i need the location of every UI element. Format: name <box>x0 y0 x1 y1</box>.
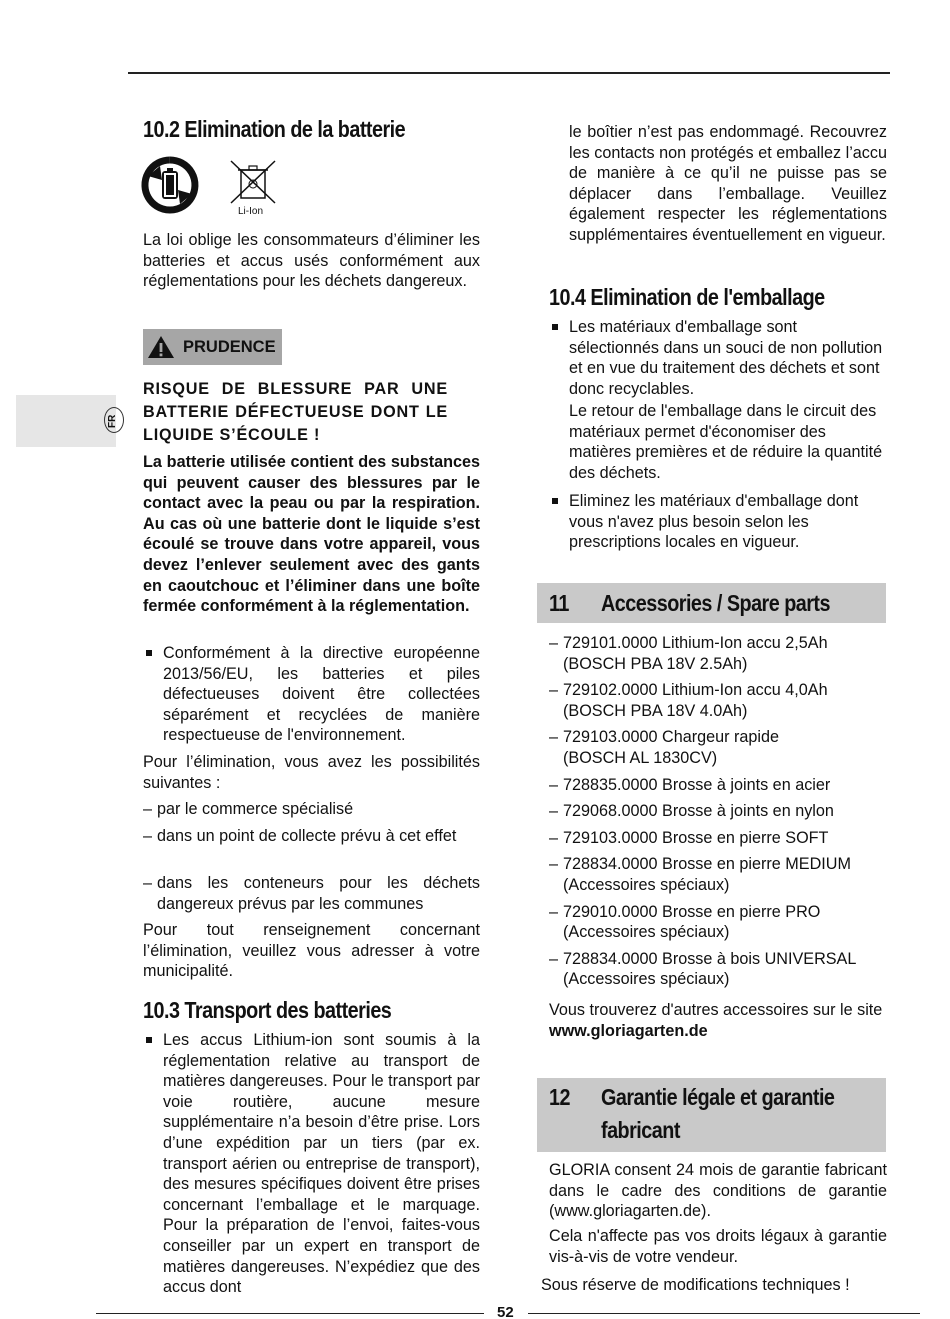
accessory-line1: 729103.0000 Brosse en pierre SOFT <box>563 828 829 847</box>
recycle-icon <box>140 156 200 214</box>
heading-10-4: 10.4 Elimination de l'emballage <box>549 284 825 310</box>
warning-body: La batterie utilisée contient des substances qui peuvent causer des blessures par le contact avec la peau ou par la respiration. Au cas où une batterie dont le liquide s’est écoulé se trouve dans votre appareil, vous devez l’enlever seulement avec des gants en caoutchouc et l’éliminer dans une boîte fermée conformément à la réglementation. <box>143 453 480 616</box>
packaging-bullet-2 <box>549 491 887 553</box>
crossed-bin-icon <box>228 158 278 210</box>
accessory-item: – 729102.0000 Lithium-Ion accu 4,0Ah (BOSCH PBA 18V 4.0Ah) <box>549 681 828 720</box>
bullet-square <box>146 1037 152 1043</box>
bullet-square <box>552 498 558 504</box>
transport-bullet <box>143 1030 480 1298</box>
option-1-text: par le commerce spécialisé <box>157 800 354 818</box>
top-rule <box>128 72 890 74</box>
accessory-item: – 729010.0000 Brosse en pierre PRO (Accessoires spéciaux) <box>549 902 821 942</box>
accessory-line1: 728834.0000 Brosse à bois UNIVERSAL <box>563 949 857 968</box>
intro-text: La loi oblige les consommateurs d’éliminer les batteries et accus usés conformément aux réglementations pour les déchets dangereux. <box>143 231 480 291</box>
accessory-line2: (Accessoires spéciaux) <box>563 875 730 894</box>
accessory-item: – 729103.0000 Brosse en pierre SOFT <box>549 828 829 847</box>
website-link[interactable]: www.gloriagarten.de <box>549 1021 708 1040</box>
caution-badge <box>143 329 282 365</box>
packaging-text-1b: Le retour de l'emballage dans le circuit des matériaux permet d'économiser des matières premières et de réduire la quantité des déchets. <box>569 402 883 482</box>
bullet-square <box>552 324 558 330</box>
accessory-item: – 729103.0000 Chargeur rapide (BOSCH AL 1830CV) <box>549 728 780 767</box>
caution-label: PRUDENCE <box>183 338 276 356</box>
directive-text: Conformément à la directive européenne 2013/56/EU, les batteries et piles défectueuses doivent être collectées séparément et recyclées de manière respectueuse de l'environnement. <box>163 644 480 745</box>
heading-12-bar <box>537 1078 886 1152</box>
option-dash-3: – dans les conteneurs pour les déchets dangereux prévus par les communes <box>143 874 480 913</box>
warning-icon <box>147 335 175 359</box>
accessory-line2: (Accessoires spéciaux) <box>563 923 730 942</box>
accessory-line2: (Accessoires spéciaux) <box>563 970 730 989</box>
bottom-rule-right <box>528 1313 920 1314</box>
li-ion-label: Li-Ion <box>238 206 264 217</box>
packaging-bullet-1 <box>549 317 887 399</box>
accessory-line1: 728835.0000 Brosse à joints en acier <box>563 775 831 794</box>
accessory-item: – 729068.0000 Brosse à joints en nylon <box>549 802 834 821</box>
packaging-text-1: Les matériaux d'emballage sont sélectionnés dans un souci de non pollution et en vue du traitement des déchets et sont donc recyclables. <box>569 318 883 398</box>
heading-11-title: Accessories / Spare parts <box>601 590 831 616</box>
page-number: 52 <box>497 1304 514 1319</box>
reserve-text: Sous réserve de modifications techniques ! <box>541 1276 850 1294</box>
accessory-item: – 728835.0000 Brosse à joints en acier <box>549 775 831 794</box>
more-accessories <box>549 1000 887 1041</box>
option-3-text: dans les conteneurs pour les déchets dangereux prévus par les communes <box>157 874 480 913</box>
heading-10-3: 10.3 Transport des batteries <box>143 997 392 1023</box>
option-dash-1: – par le commerce spécialisé <box>143 800 354 818</box>
accessory-line1: 729102.0000 Lithium-Ion accu 4,0Ah <box>563 681 828 700</box>
option-2-text: dans un point de collecte prévu à cet effet <box>157 827 457 845</box>
language-tab <box>16 395 116 447</box>
accessory-line1: 729101.0000 Lithium-Ion accu 2,5Ah <box>563 634 828 652</box>
heading-10-2: 10.2 Elimination de la batterie <box>143 116 406 142</box>
accessory-line2: (BOSCH PBA 18V 4.0Ah) <box>563 701 748 720</box>
accessory-line2: (BOSCH PBA 18V 2.5Ah) <box>563 654 748 673</box>
option-dash-2: – dans un point de collecte prévu à cet effet <box>143 827 457 845</box>
accessory-line2: (BOSCH AL 1830CV) <box>563 748 718 767</box>
more-accessories-text: Vous trouverez d'autres accessoires sur le site <box>549 1001 883 1019</box>
accessory-item: – 728834.0000 Brosse à bois UNIVERSAL (Accessoires spéciaux) <box>549 949 857 989</box>
bottom-rule-left <box>96 1313 484 1314</box>
accessory-line1: 729068.0000 Brosse à joints en nylon <box>563 802 834 821</box>
bullet-square <box>146 650 152 656</box>
transport-text: Les accus Lithium-ion sont soumis à la réglementation relative au transport de matières dangereuses. Pour le transport par voie routière, aucune mesure supplémentaire n’a besoin d’être prise. Lors d’une expédition par un tiers (par ex. transport aérien ou entreprise de transport), des mesures spécifiques doivent être prises concernant l’emballage et le marquage. Pour la préparation de l’envoi, faites-vous conseiller par un expert en transport de matières dangereuses. N’expédiez que des accus dont <box>163 1031 480 1297</box>
heading-11-bar <box>537 583 886 623</box>
language-label: FR <box>107 414 118 428</box>
heading-12-number: 12 <box>549 1084 570 1110</box>
accessory-item: – 729101.0000 Lithium-Ion accu 2,5Ah (BOSCH PBA 18V 2.5Ah) <box>549 634 828 673</box>
accessory-line1: 729103.0000 Chargeur rapide <box>563 728 780 747</box>
accessory-line1: 728834.0000 Brosse en pierre MEDIUM <box>563 855 851 874</box>
options-intro: Pour l’élimination, vous avez les possibilités suivantes : <box>143 753 480 792</box>
warning-title: RISQUE DE BLESSURE PAR UNE BATTERIE DÉFECTUEUSE DONT LE LIQUIDE S’ÉCOULE ! <box>143 380 448 444</box>
accessory-line1: 729010.0000 Brosse en pierre PRO <box>563 902 821 921</box>
accessory-list <box>549 633 887 996</box>
warranty-text-2: Cela n'affecte pas vos droits légaux à garantie vis-à-vis de votre vendeur. <box>549 1227 887 1266</box>
accessory-item: – 728834.0000 Brosse en pierre MEDIUM (Accessoires spéciaux) <box>549 855 851 894</box>
packaging-text-2: Eliminez les matériaux d'emballage dont vous n'avez plus besoin selon les prescriptions locales en vigueur. <box>569 492 859 552</box>
transport-continued: le boîtier n’est pas endommagé. Recouvrez les contacts non protégés et emballez l’accu de manière à ce qu’il ne puisse pas se déplacer dans l’emballage. Veuillez également respecter les réglementations supplémentaires éventuellement en vigueur. <box>569 123 887 244</box>
info-text: Pour tout renseignement concernant l’élimination, veuillez vous adresser à votre municipalité. <box>143 921 480 981</box>
directive-bullet <box>143 643 480 746</box>
warranty-text: GLORIA consent 24 mois de garantie fabricant dans le cadre des conditions de garantie (www.gloriagarten.de). <box>549 1161 887 1221</box>
heading-11-number: 11 <box>549 590 569 616</box>
heading-12-title-line2: fabricant <box>601 1117 680 1143</box>
heading-12-title-line1: Garantie légale et garantie <box>601 1084 835 1110</box>
